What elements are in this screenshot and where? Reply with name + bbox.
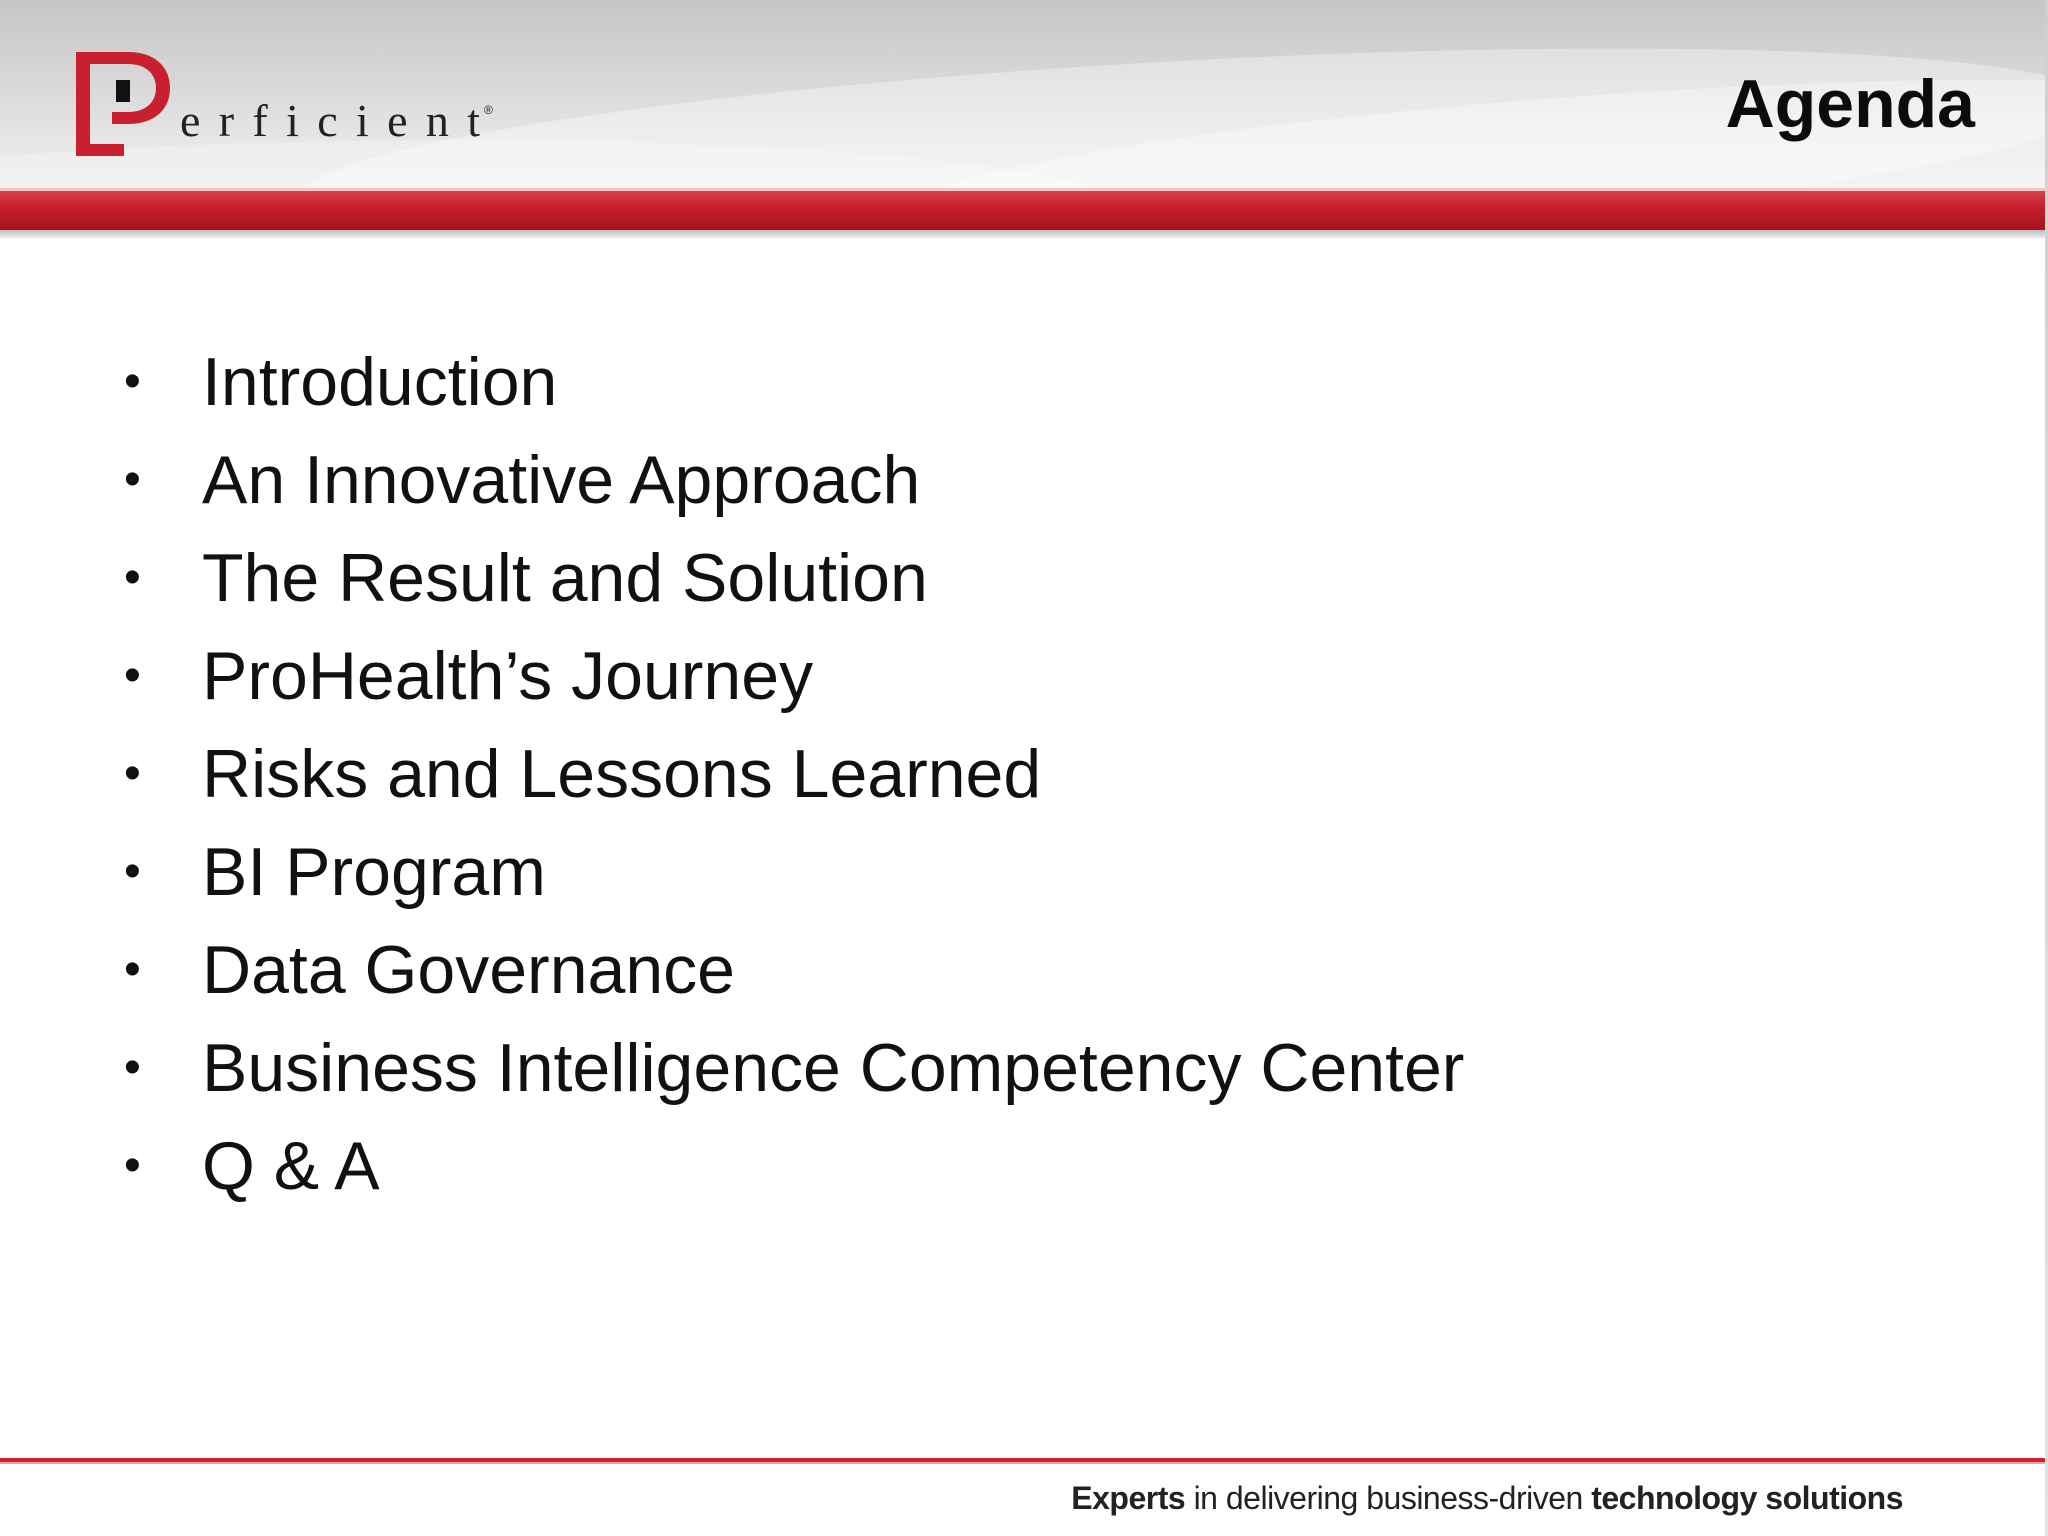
slide-title: Agenda <box>1725 66 1975 142</box>
list-item <box>118 431 1464 529</box>
list-item <box>118 627 1464 725</box>
bullet: • <box>124 551 141 604</box>
bullet: • <box>124 453 141 506</box>
tagline-tech-solutions: technology solutions <box>1591 1480 1903 1516</box>
bullet: • <box>124 747 141 800</box>
list-item <box>118 1019 1464 1117</box>
list-item <box>118 333 1464 431</box>
tagline-experts: Experts <box>1071 1480 1186 1516</box>
list-item <box>118 921 1464 1019</box>
agenda-item-text: Data Governance <box>202 932 735 1008</box>
list-item <box>118 1117 1464 1215</box>
bullet: • <box>124 355 141 408</box>
bullet: • <box>124 649 141 702</box>
agenda-item-text: BI Program <box>202 834 546 910</box>
agenda-item-text: Introduction <box>202 344 558 420</box>
tagline-middle: in delivering business-driven <box>1185 1480 1592 1516</box>
agenda-item-text: Business Intelligence Competency Center <box>202 1030 1465 1106</box>
list-item <box>118 529 1464 627</box>
bullet: • <box>124 1139 141 1192</box>
perficient-logo <box>76 52 516 162</box>
agenda-item-text: ProHealth’s Journey <box>202 638 814 714</box>
logo-text: erficient <box>180 95 480 146</box>
agenda-list <box>118 333 1464 1215</box>
bullet: • <box>124 943 141 996</box>
bullet: • <box>124 845 141 898</box>
agenda-item-text: Q & A <box>202 1128 380 1204</box>
list-item <box>118 823 1464 921</box>
registered-mark: ® <box>484 103 493 117</box>
agenda-item-text: The Result and Solution <box>202 540 928 616</box>
agenda-item-text: Risks and Lessons Learned <box>202 736 1042 812</box>
list-item <box>118 725 1464 823</box>
bullet: • <box>124 1041 141 1094</box>
header-red-bar <box>0 188 2048 230</box>
footer-tagline <box>1071 1476 1903 1520</box>
agenda-item-text: An Innovative Approach <box>202 442 921 518</box>
